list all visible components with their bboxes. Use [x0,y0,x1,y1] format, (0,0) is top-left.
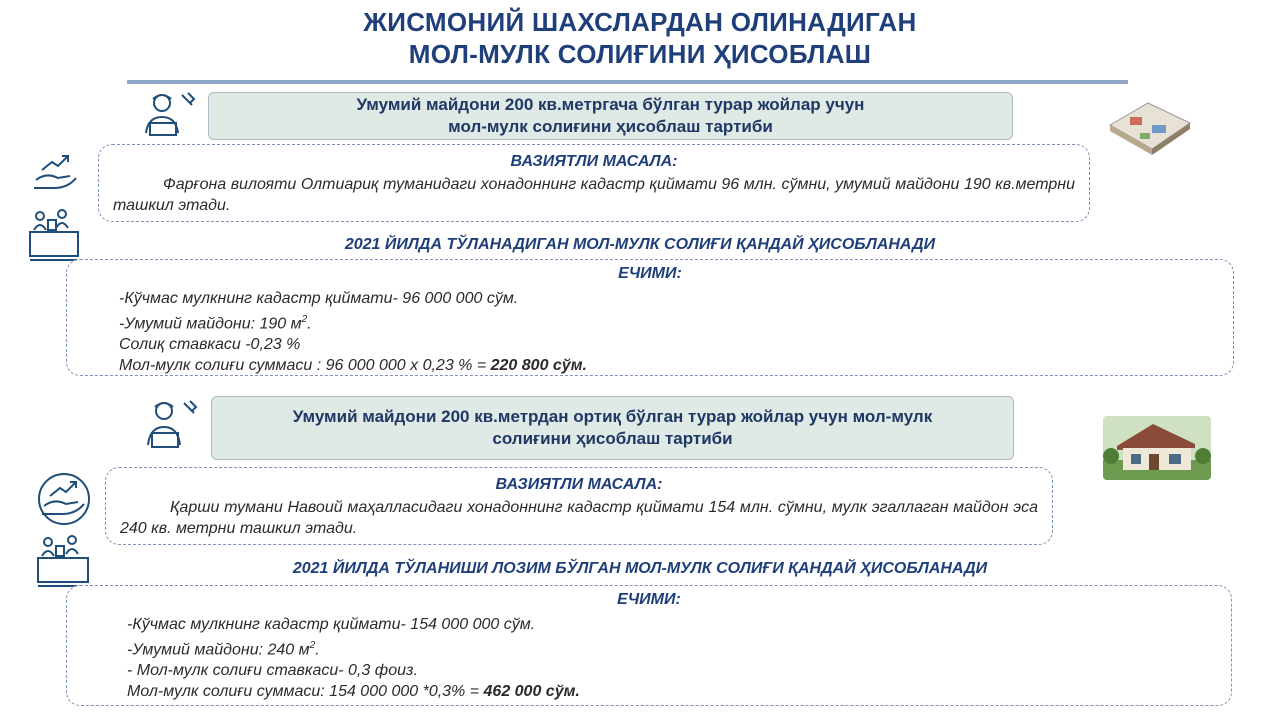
section1-question: 2021 ЙИЛДА ТЎЛАНАДИГАН МОЛ-МУЛК СОЛИҒИ ҚАНДАЙ ҲИСОБЛАНАДИ [344,236,936,253]
house-photo-image [1103,416,1211,480]
title-line-2: МОЛ-МУЛК СОЛИҒИНИ ҲИСОБЛАШ [408,39,872,69]
section1-solution-lines [119,288,587,376]
hand-growth-icon [30,150,80,195]
worker-laptop-icon [140,395,200,453]
section2-header [211,396,1014,460]
page-title [0,6,1280,70]
title-divider [127,80,1128,84]
section2-solution-box [66,585,1232,706]
section2-solution-lines [127,614,580,702]
section1-line1: -Кўчмас мулкнинг кадастр қиймати- 96 000 000 сўм. [119,290,519,307]
section1-solution-label: ЕЧИМИ: [618,265,682,282]
section1-result: 220 800 сўм. [490,357,587,375]
section2-line3: - Мол-мулк солиғи ставкаси- 0,3 фоиз. [127,662,418,680]
section2-solution-label: ЕЧИМИ: [617,591,681,608]
section1-case-box [98,144,1090,222]
section1-case-label: ВАЗИЯТЛИ МАСАЛА: [510,153,678,170]
section2-case-text: Қарши тумани Навоий маҳалласидаги хонадоннинг кадастр қиймати 154 млн. сўмни, мулк эгаллаган майдон эса 240 кв. метрни ташкил этади. [120,499,1038,537]
section1-header-line1: Умумий майдони 200 кв.метргача бўлган турар жойлар учун [356,95,865,114]
apartment-floorplan-image [1100,95,1195,157]
section1-line4: Мол-мулк солиғи суммаси : 96 000 000 х 0,23 % = 220 800 сўм. [119,357,587,375]
section2-case-label: ВАЗИЯТЛИ МАСАЛА: [495,476,663,493]
section1-line2: -Умумий майдони: 190 $м^2$. [119,314,312,333]
section2-question: 2021 ЙИЛДА ТЎЛАНИШИ ЛОЗИМ БЎЛГАН МОЛ-МУЛК СОЛИҒИ ҚАНДАЙ ҲИСОБЛАНАДИ [292,560,988,577]
hand-growth-icon [34,472,94,526]
section2-case-box [105,467,1053,545]
section1-header-line2: мол-мулк солиғини ҳисоблаш тартиби [448,117,773,136]
section1-solution-box [66,259,1234,376]
worker-laptop-icon [138,89,198,139]
section1-case-text: Фарғона вилояти Олтиариқ туманидаги хонадоннинг кадастр қиймати 96 млн. сўмни, умумий майдони 190 кв.метрни ташкил этади. [113,176,1075,214]
section2-header-line2: солиғини ҳисоблаш тартиби [492,429,733,448]
section1-line3: Солиқ ставкаси -0,23 % [119,336,301,354]
section2-line4: Мол-мулк солиғи суммаси: 154 000 000 *0,3% = 462 000 сўм. [127,683,580,701]
section2-line1: -Кўчмас мулкнинг кадастр қиймати- 154 000 000 сўм. [127,616,536,633]
section2-line2: -Умумий майдони: 240 $м^2$. [127,640,320,659]
section2-header-line1: Умумий майдони 200 кв.метрдан ортиқ бўлган турар жойлар учун мол-мулк [292,407,933,426]
section1-header [208,92,1013,140]
title-line-1: ЖИСМОНИЙ ШАХСЛАРДАН ОЛИНАДИГАН [363,7,917,37]
office-desk-icon [26,206,82,264]
section2-result: 462 000 сўм. [483,683,580,701]
